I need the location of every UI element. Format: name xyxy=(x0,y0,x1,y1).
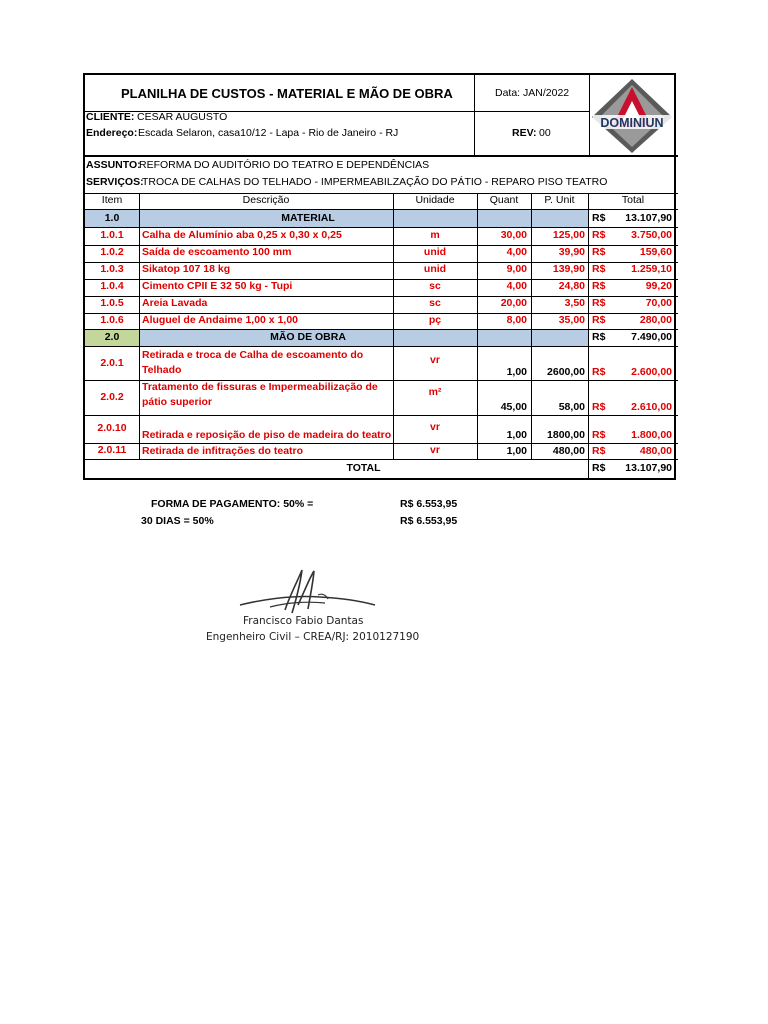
labor-row-currency: R$ xyxy=(592,429,606,441)
col-desc: Descrição xyxy=(242,194,290,206)
payment-value-2: R$ 6.553,95 xyxy=(400,515,458,527)
material-row-total: 99,20 xyxy=(645,280,672,292)
date-label: Data: JAN/2022 xyxy=(495,87,570,99)
col-qty: Quant xyxy=(489,194,519,206)
labor-row-qty: 1,00 xyxy=(506,366,527,378)
address-label: Endereço: xyxy=(86,127,138,139)
material-currency: R$ xyxy=(592,212,606,224)
labor-row-desc: Retirada de infitrações do teatro xyxy=(142,445,304,457)
labor-row-desc: Tratamento de fissuras e Impermeabilização de xyxy=(142,381,378,393)
material-row-qty: 4,00 xyxy=(506,280,527,292)
material-row-unit: unid xyxy=(423,246,447,258)
labor-row-currency: R$ xyxy=(592,445,606,457)
rev-label: REV: xyxy=(512,127,537,139)
material-row-unit: sc xyxy=(429,280,441,292)
material-row-desc: Sikatop 107 18 kg xyxy=(142,263,231,275)
material-row-qty: 4,00 xyxy=(506,246,527,258)
material-item: 1.0 xyxy=(104,212,120,224)
client-value: CESAR AUGUSTO xyxy=(137,111,228,123)
grand-total-currency: R$ xyxy=(592,462,606,474)
material-row-item: 1.0.2 xyxy=(100,246,124,258)
material-row-item: 1.0.5 xyxy=(100,297,124,309)
labor-row-item: 2.0.2 xyxy=(100,391,124,403)
address-value: Escada Selaron, casa10/12 - Lapa - Rio de Janeiro - RJ xyxy=(138,127,399,139)
material-row-unit: m xyxy=(430,229,440,241)
labor-row-item: 2.0.11 xyxy=(97,444,127,456)
material-row-currency: R$ xyxy=(592,280,606,292)
labor-row-total: 480,00 xyxy=(639,445,672,457)
material-row-qty: 8,00 xyxy=(506,314,527,326)
material-row-price: 3,50 xyxy=(564,297,585,309)
labor-row-price: 58,00 xyxy=(558,401,585,413)
material-row-price: 35,00 xyxy=(558,314,585,326)
material-row-desc: Saída de escoamento 100 mm xyxy=(142,246,292,258)
labor-row-qty: 1,00 xyxy=(506,445,527,457)
material-row-currency: R$ xyxy=(592,297,606,309)
payment-label-1: FORMA DE PAGAMENTO: 50% = xyxy=(151,498,314,510)
material-row-price: 24,80 xyxy=(558,280,585,292)
labor-row-unit: m² xyxy=(428,386,442,398)
material-row-desc: Cimento CPII E 32 50 kg - Tupi xyxy=(142,280,293,292)
signer-role: Engenheiro Civil – CREA/RJ: 2010127190 xyxy=(206,631,420,643)
material-row-currency: R$ xyxy=(592,229,606,241)
material-row-desc: Areia Lavada xyxy=(142,297,208,309)
material-row-item: 1.0.4 xyxy=(100,280,124,292)
signer-name: Francisco Fabio Dantas xyxy=(243,615,364,627)
labor-row-price: 480,00 xyxy=(552,445,585,457)
material-row-item: 1.0.1 xyxy=(100,229,124,241)
labor-row-unit: vr xyxy=(430,421,440,433)
labor-row-unit: vr xyxy=(430,444,440,456)
labor-row-desc: Retirada e troca de Calha de escoamento do xyxy=(142,349,364,361)
col-total: Total xyxy=(621,194,645,206)
logo-wordmark: DOMINIUN xyxy=(600,116,664,130)
material-row-qty: 9,00 xyxy=(506,263,527,275)
sheet-title: PLANILHA DE CUSTOS - MATERIAL E MÃO DE OBRA xyxy=(121,86,453,101)
material-row-total: 70,00 xyxy=(645,297,672,309)
labor-row-total: 2.610,00 xyxy=(631,401,672,413)
material-row-total: 280,00 xyxy=(639,314,672,326)
services-value: TROCA DE CALHAS DO TELHADO - IMPERMEABILZAÇÃO DO PÁTIO - REPARO PISO TEATRO xyxy=(142,176,608,188)
labor-label: MÃO DE OBRA xyxy=(270,331,346,343)
material-row-desc: Aluguel de Andaime 1,00 x 1,00 xyxy=(142,314,299,326)
material-row-currency: R$ xyxy=(592,263,606,275)
labor-row-qty: 45,00 xyxy=(500,401,527,413)
col-price: P. Unit xyxy=(544,194,575,206)
subject-value: REFORMA DO AUDITÓRIO DO TEATRO E DEPENDÊNCIAS xyxy=(139,159,430,171)
labor-row-desc-cont: pátio superior xyxy=(142,396,213,408)
total-label: TOTAL xyxy=(346,462,381,474)
material-row-unit: sc xyxy=(429,297,441,309)
labor-row-price: 2600,00 xyxy=(547,366,585,378)
material-row-item: 1.0.3 xyxy=(100,263,124,275)
grand-total: 13.107,90 xyxy=(625,462,672,474)
labor-row-item: 2.0.1 xyxy=(100,357,124,369)
dominiun-logo xyxy=(590,77,675,155)
material-row-qty: 20,00 xyxy=(500,297,527,309)
labor-row-qty: 1,00 xyxy=(506,429,527,441)
payment-label-2: 30 DIAS = 50% xyxy=(141,515,214,527)
labor-currency: R$ xyxy=(592,331,606,343)
labor-row-currency: R$ xyxy=(592,401,606,413)
material-row-currency: R$ xyxy=(592,314,606,326)
subject-label: ASSUNTO: xyxy=(86,159,141,171)
labor-row-desc: Retirada e reposição de piso de madeira do teatro xyxy=(142,429,392,441)
col-item: Item xyxy=(101,194,123,206)
material-row-price: 139,90 xyxy=(552,263,585,275)
payment-value-1: R$ 6.553,95 xyxy=(400,498,458,510)
labor-row-unit: vr xyxy=(430,354,440,366)
labor-row-total: 2.600,00 xyxy=(631,366,672,378)
labor-row-item: 2.0.10 xyxy=(97,422,127,434)
material-row-qty: 30,00 xyxy=(500,229,527,241)
cost-sheet xyxy=(83,73,676,480)
material-total: 13.107,90 xyxy=(625,212,672,224)
material-row-total: 1.259,10 xyxy=(631,263,672,275)
rev-value: 00 xyxy=(539,127,551,139)
material-row-price: 39,90 xyxy=(558,246,585,258)
material-row-price: 125,00 xyxy=(552,229,585,241)
labor-total: 7.490,00 xyxy=(631,331,672,343)
material-row-desc: Calha de Alumínio aba 0,25 x 0,30 x 0,25 xyxy=(142,229,342,241)
labor-row-total: 1.800,00 xyxy=(631,429,672,441)
labor-item: 2.0 xyxy=(104,331,120,343)
labor-row-currency: R$ xyxy=(592,366,606,378)
labor-row-price: 1800,00 xyxy=(547,429,585,441)
labor-row-desc-cont: Telhado xyxy=(142,364,182,376)
material-label: MATERIAL xyxy=(281,212,335,224)
client-label: CLIENTE: xyxy=(86,111,135,123)
material-row-item: 1.0.6 xyxy=(100,314,124,326)
services-label: SERVIÇOS: xyxy=(86,176,144,188)
col-unit: Unidade xyxy=(415,194,455,206)
material-row-total: 159,60 xyxy=(639,246,672,258)
material-row-unit: unid xyxy=(423,263,447,275)
material-row-total: 3.750,00 xyxy=(631,229,672,241)
material-row-unit: pç xyxy=(428,314,442,326)
material-row-currency: R$ xyxy=(592,246,606,258)
